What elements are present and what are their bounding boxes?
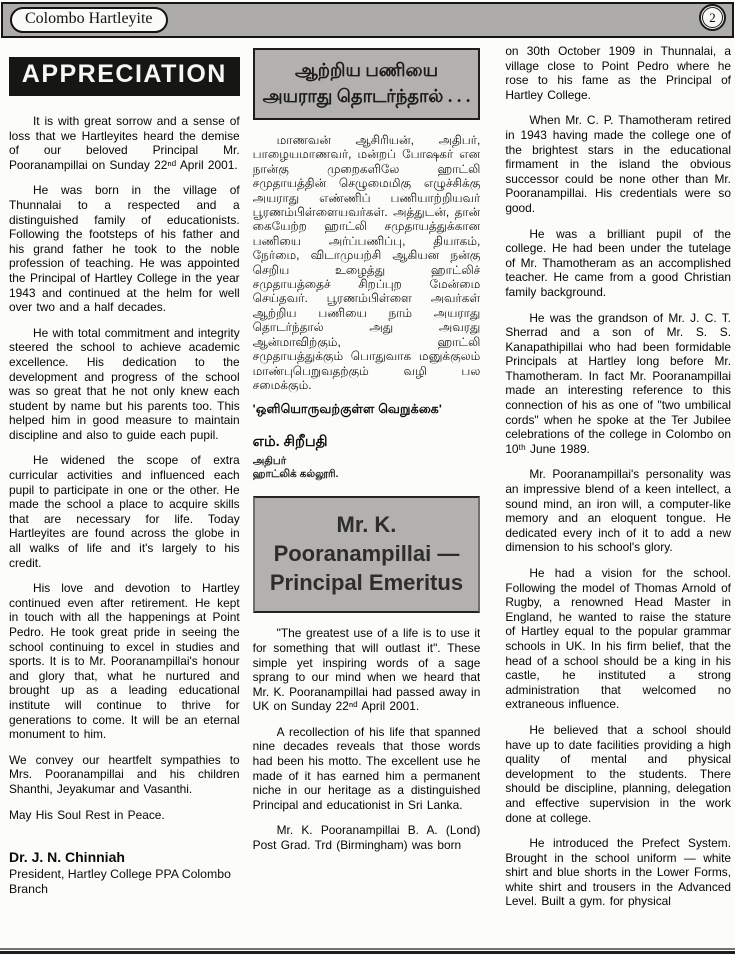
page-number-badge bbox=[699, 4, 726, 31]
signature-name: Dr. J. N. Chinniah bbox=[9, 849, 125, 866]
page-number: 2 bbox=[702, 7, 723, 28]
article-paragraph: It is with great sorrow and a sense of loss that we Hartleyites heard the demise of our beloved Principal Mr. Pooranampillai on Sunday 22ⁿᵈ April 2001. bbox=[9, 114, 240, 172]
article-paragraph: May His Soul Rest in Peace. bbox=[9, 807, 165, 822]
tamil-paragraph: மாணவன் ஆசிரியன், அதிபர், பாழையமாணவர், மன்றப் போஷகர் என நான்கு முறைகளிலே ஹாட்லி சமுதாயத்தின் செழுமைமிகு எழுச்சிக்கு அயராது எண்ணிப் பணியாற்றியவர் பூரணம்பிள்ளையவர்கள். அத்துடன், தான் கையேற்ற ஹாட்லி சமுதாயத்துக்கான பணியை அர்ப்பணிப்பு, தியாகம், நேர்மை, விடாமுயற்சி ஆகியன நன்கு செறிய உழைத்து ஹாட்லிச் சமுதாயத்தைச் சிறப்புற மேன்மை செய்தவர். பூரணம்பிள்ளை அவர்கள் ஆற்றிய பணியை நாம் அயராது தொடர்ந்தால் அது அவரது ஆன்மாவிற்கும், ஹாட்லி சமுதாயத்துக்கும் பொதுவாக மனுக்குலம் மாண்புபெறுவதற்கும் வழி பல சமைக்கும். bbox=[252, 133, 481, 392]
appreciation-headline: APPRECIATION bbox=[9, 57, 240, 96]
article-paragraph: He was the grandson of Mr. J. C. T. Sherrad and a son of Mr. S. S. Kanapathipillai who had been formidable Principals at Hartley long before Mr. Thamotheram. In fact Mr. Pooranampillai made an interesting reference to this connection of his as one of "two umbilical cords" when he spoke at the Ter Jubilee celebrations of the college in Colombo on 10ᵗʰ June 1989. bbox=[505, 310, 731, 456]
article-paragraph: "The greatest use of a life is to use it for something that will outlast it". These simple yet inspiring words of a sage sprang to our mind when we heard that Mr. K. Pooranampillai had passed away in UK on Sunday 22ⁿᵈ April 2001. bbox=[252, 626, 481, 714]
bottom-rule-thick-line bbox=[0, 951, 735, 954]
article-paragraph: Mr. K. Pooranampillai B. A. (Lond) Post Grad. Trd (Birmingham) was born bbox=[252, 823, 481, 853]
article-paragraph: He widened the scope of extra curricular activities and influenced each pupil to participate in one or the other. He made the school a place to acquire skills that are necessary for life. Today Hartleyites are found across the globe in all walks of life and it's largely to his credit. bbox=[9, 453, 240, 570]
tamil-quote: 'ஒளியொருவற்குள்ள வெறுக்கை' bbox=[252, 402, 443, 417]
tamil-headline-box: ஆற்றிய பணியை அயராது தொடர்ந்தால் . . . bbox=[253, 48, 481, 120]
article-paragraph: We convey our heartfelt sympathies to Mrs. Pooranampillai and his children Shanthi, Jeyakumar and Vasanthi. bbox=[9, 752, 240, 796]
article-columns bbox=[0, 44, 735, 947]
article-paragraph: His love and devotion to Hartley continued even after retirement. He kept in touch with all the happenings at Point Pedro. He took great pride in seeing the school continuing to excel in studies and sports. It is to Mr. Pooranampillai's honour and glory that, what he nurtured and brought up as a leading educational institute will continue to thrive for generations to come. It will be an eternal monument to him. bbox=[9, 581, 240, 742]
middle-column bbox=[253, 44, 481, 947]
tamil-signature-role: அதிபர் bbox=[252, 455, 287, 468]
principal-emeritus-title-box: Mr. K. Pooranampillai — Principal Emeritus bbox=[253, 496, 481, 613]
article-paragraph: He with total commitment and integrity steered the school to achieve academic excellence. His dedication to the development and progress of the school was so great that he not only knew each student by name but his parents too. This helped him in good measure to maintain discipline and also to guide each pupil. bbox=[9, 325, 240, 442]
article-paragraph: He had a vision for the school. Following the model of Thomas Arnold of Rugby, a renowned Head Master in England, he wanted to raise the stature of Hartley equal to the popular grammar schools in UK. In his firm belief, that the head of a school should be a king in his castle, he instituted a strong administration that welcomed no extraneous influence. bbox=[505, 566, 731, 712]
article-paragraph: A recollection of his life that spanned nine decades reveals that those words had been his motto. The excellent use he made of it has earned him a permanent niche in our heritage as a distinguished Principal and educationist in Sri Lanka. bbox=[252, 724, 481, 812]
left-column bbox=[9, 44, 240, 947]
page-bottom-rule bbox=[0, 948, 735, 954]
tamil-signature-name: எம். சிறீபதி bbox=[252, 434, 328, 451]
article-paragraph: on 30th October 1909 in Thunnalai, a village close to Point Pedro where he rose to his fame as the Principal of Hartley College. bbox=[505, 44, 731, 102]
masthead-title: Colombo Hartleyite bbox=[10, 7, 168, 33]
article-paragraph: Mr. Pooranampillai's personality was an impressive blend of a keen intellect, a sound mind, an iron will, a computer-like memory and an eloquent tongue. He dedicated every inch of it to add a new dimension to his school's glory. bbox=[505, 467, 731, 555]
article-paragraph: He introduced the Prefect System. Brought in the school uniform — white shirt and blue shorts in the Lower Forms, white shirt and trousers in the Advanced Level. Built a gym. for physical bbox=[505, 836, 731, 909]
bottom-rule-thin-line bbox=[0, 948, 735, 950]
tamil-signature-org: ஹாட்லிக் கல்லூரி. bbox=[252, 468, 339, 481]
article-paragraph: He believed that a school should have up to date facilities providing a high quality of mental and physical development to the students. There should be discipline, planning, delegation and effective supervision in the work done at college. bbox=[505, 722, 731, 825]
article-paragraph: He was a brilliant pupil of the college. He had been under the tutelage of Mr. Thamotheram as an accomplished teacher. He came from a good Christian family background. bbox=[505, 226, 731, 299]
masthead-bar bbox=[1, 2, 734, 38]
signature-title: President, Hartley College PPA Colombo Branch bbox=[9, 867, 231, 897]
article-paragraph: He was born in the village of Thunnalai to a respected and a distinguished family of educationists. Following the footsteps of his father and his grand father he took to the noble profession of teaching. He was appointed the Principal of Hartley College in the year 1943 and continued at the helm for well over two and a half decades. bbox=[9, 183, 240, 315]
right-column bbox=[493, 44, 731, 947]
article-paragraph: When Mr. C. P. Thamotheram retired in 1943 having made the college one of the brightest stars in the educational firmament in the island the obvious successor could be none other than Mr. Pooranampillai. His credentials were so good. bbox=[505, 113, 731, 215]
